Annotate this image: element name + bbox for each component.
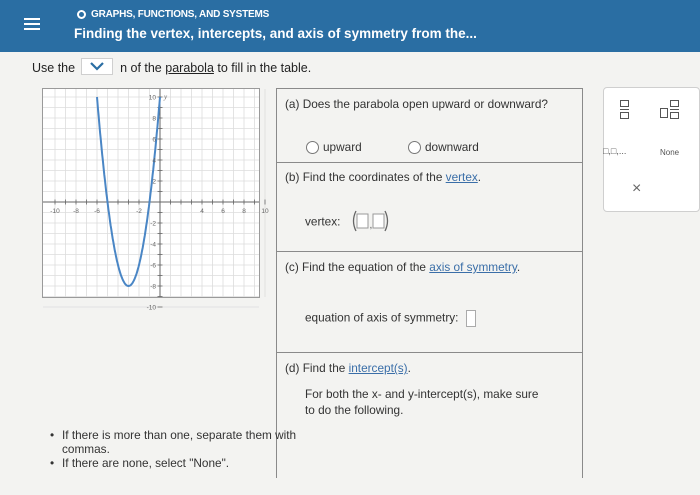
chevron-down-icon	[90, 62, 104, 71]
instruction-prefix: Use the	[32, 61, 76, 75]
x-tick-label: -10	[50, 208, 60, 215]
y-tick-label: 4	[152, 157, 156, 165]
radio-downward[interactable]	[408, 141, 421, 154]
x-tick-label: 4	[200, 208, 204, 215]
status-circle-icon	[77, 10, 86, 19]
vertex-label: vertex:	[305, 214, 341, 229]
fraction-button[interactable]	[620, 100, 629, 119]
y-tick-label: 8	[152, 115, 156, 123]
y-tick-label: 6	[152, 136, 156, 144]
radio-upward[interactable]	[306, 141, 319, 154]
label-downward: downward	[425, 140, 479, 154]
hamburger-icon-line	[24, 28, 40, 30]
axis-of-symmetry-link[interactable]: axis of symmetry	[429, 260, 517, 274]
ordered-pair-input-icon	[350, 209, 390, 233]
question-b-end: .	[477, 170, 482, 184]
x-tick-label: -2	[136, 208, 142, 215]
answer-table	[276, 88, 583, 478]
bullet-item: • If there are none, select "None".	[50, 456, 308, 470]
row-c	[277, 251, 582, 352]
header-bar	[0, 0, 700, 52]
page-title: Finding the vertex, intercepts, and axis of symmetry from the...	[74, 26, 477, 41]
question-d	[285, 361, 411, 375]
axis-answer	[305, 310, 476, 327]
question-b	[285, 170, 481, 184]
intercepts-link[interactable]: intercept(s)	[348, 361, 408, 375]
question-c-text: (c) Find the equation of the	[285, 260, 426, 274]
collapse-dropdown[interactable]	[81, 58, 113, 75]
question-c-end: .	[516, 260, 521, 274]
vertex-answer	[305, 209, 390, 236]
axis-label: equation of axis of symmetry:	[305, 310, 459, 325]
row-a	[277, 88, 582, 162]
y-axis-label: y	[164, 93, 168, 101]
answer-palette	[603, 87, 700, 212]
parabola-link[interactable]: parabola	[165, 61, 214, 75]
question-a: (a) Does the parabola open upward or downward?	[285, 97, 548, 111]
section-title: GRAPHS, FUNCTIONS, AND SYSTEMS	[91, 9, 270, 20]
y-tick-label: -10	[146, 304, 156, 312]
x-tick-label: -6	[94, 208, 100, 215]
x-tick-label: -8	[73, 208, 79, 215]
row-b	[277, 162, 582, 251]
svg-text:,: ,	[369, 220, 372, 231]
intercept-instructions-1: For both the x- and y-intercept(s), make sure	[305, 387, 539, 401]
x-tick-label: 6	[221, 208, 225, 215]
close-icon[interactable]: ×	[632, 180, 642, 197]
question-d-text: (d) Find the	[285, 361, 346, 375]
y-tick-label: -8	[150, 283, 156, 291]
instruction-suffix: n of the	[120, 61, 162, 75]
vertex-input[interactable]	[350, 209, 390, 236]
y-tick-label: -2	[150, 220, 156, 228]
parabola-graph	[42, 88, 269, 312]
instruction-text	[32, 58, 311, 75]
list-button[interactable]: □,□,...	[603, 146, 627, 156]
axis-input[interactable]	[466, 310, 476, 327]
menu-button[interactable]	[0, 0, 60, 52]
hamburger-icon-line	[24, 23, 40, 25]
graph-canvas	[43, 89, 269, 312]
vertex-link[interactable]: vertex	[445, 170, 478, 184]
y-tick-label: -4	[150, 241, 156, 249]
label-upward: upward	[323, 140, 362, 154]
hamburger-icon	[24, 18, 40, 20]
y-tick-label: 10	[148, 94, 156, 102]
bullet-item: • If there is more than one, separate them with commas.	[50, 428, 308, 456]
instruction-end: to fill in the table.	[217, 61, 312, 75]
row-d	[277, 352, 582, 478]
y-tick-label: 2	[152, 178, 156, 186]
question-c	[285, 260, 520, 274]
x-tick-label: 10	[261, 208, 269, 215]
question-d-end: .	[407, 361, 411, 375]
intercept-bullets	[50, 428, 308, 470]
x-tick-label: 8	[242, 208, 246, 215]
y-tick-label: -6	[150, 262, 156, 270]
intercept-instructions-2: to do the following.	[305, 403, 404, 417]
none-button[interactable]: None	[660, 148, 680, 157]
question-b-text: (b) Find the coordinates of the	[285, 170, 443, 184]
